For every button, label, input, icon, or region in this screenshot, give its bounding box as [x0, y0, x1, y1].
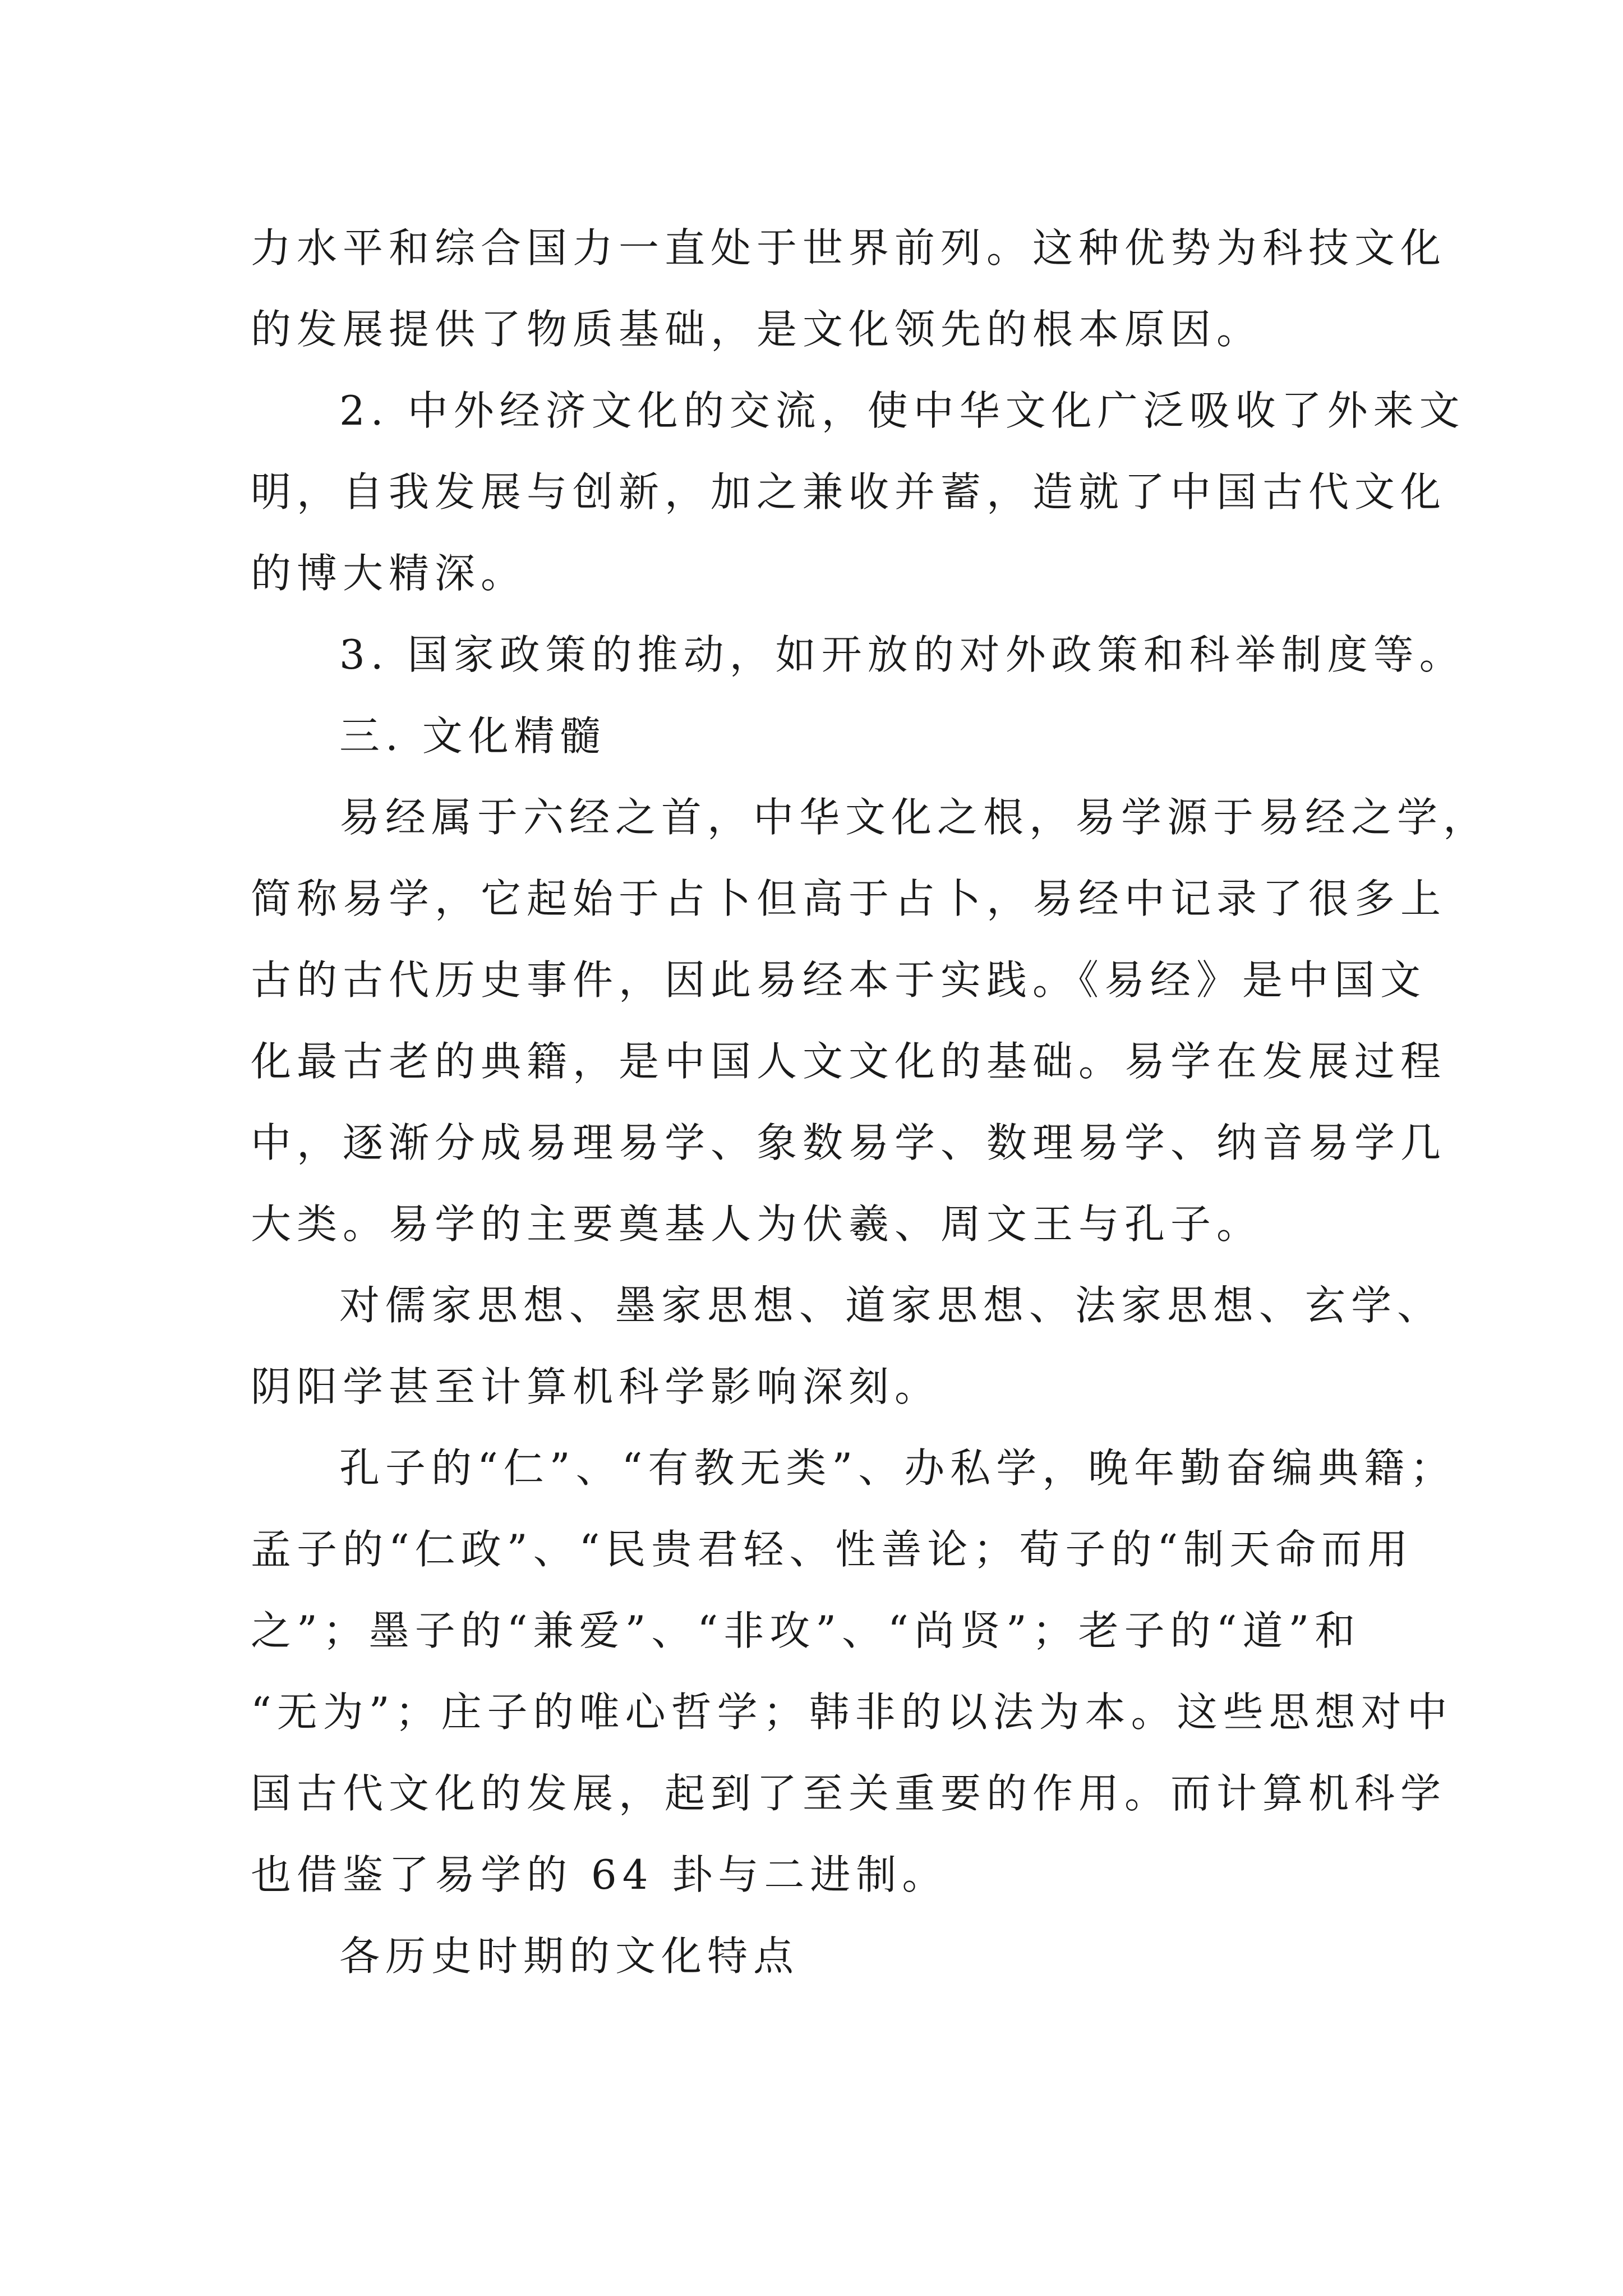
paragraph	[251, 777, 1490, 1265]
text-line: 3. 国家政策的推动，如开放的对外政策和科举制度等。	[339, 631, 1465, 678]
text-line: 化最古老的典籍，是中国人文文化的基础。易学在发展过程	[251, 1038, 1447, 1085]
text-line: 之”；墨子的“兼爱”、“非攻”、“尚贤”；老子的“道”和	[251, 1607, 1361, 1654]
section-heading	[251, 1916, 1400, 1997]
text-line: 各历史时期的文化特点	[339, 1932, 800, 1980]
text-line: 的发展提供了物质基础，是文化领先的根本原因。	[251, 306, 1263, 353]
text-line: 易经属于六经之首，中华文化之根，易学源于易经之学，	[339, 794, 1490, 841]
body-text	[251, 208, 1490, 1997]
text-line: 国古代文化的发展，起到了至关重要的作用。而计算机科学	[251, 1770, 1447, 1817]
text-line: 明，自我发展与创新，加之兼收并蓄，造就了中国古代文化	[251, 468, 1447, 516]
paragraph	[251, 614, 1465, 696]
text-line: 古的古代历史事件，因此易经本于实践。《易经》是中国文	[251, 956, 1427, 1004]
paragraph	[251, 1428, 1456, 1916]
text-line: 中，逐渐分成易理易学、象数易学、数理易学、纳音易学几	[251, 1119, 1447, 1166]
text-line: 2. 中外经济文化的交流，使中华文化广泛吸收了外来文	[339, 387, 1465, 434]
paragraph	[251, 208, 1447, 370]
text-line: 阴阳学甚至计算机科学影响深刻。	[251, 1363, 941, 1410]
section-heading	[251, 696, 1400, 777]
text-line: “无为”；庄子的唯心哲学；韩非的以法为本。这些思想对中	[251, 1688, 1453, 1736]
text-line: 也借鉴了易学的 64 卦与二进制。	[251, 1851, 948, 1898]
paragraph	[251, 1265, 1444, 1428]
text-line: 孔子的“仁”、“有教无类”、办私学，晚年勤奋编典籍；	[339, 1444, 1456, 1492]
paragraph	[251, 370, 1465, 614]
text-line: 简称易学，它起始于占卜但高于占卜，易经中记录了很多上	[251, 875, 1447, 922]
text-line: 孟子的“仁政”、“民贵君轻、性善论；荀子的“制天命而用	[251, 1526, 1414, 1573]
text-line: 大类。易学的主要奠基人为伏羲、周文王与孔子。	[251, 1200, 1263, 1248]
text-line: 力水平和综合国力一直处于世界前列。这种优势为科技文化	[251, 224, 1447, 272]
text-line: 的博大精深。	[251, 550, 527, 597]
text-line: 对儒家思想、墨家思想、道家思想、法家思想、玄学、	[339, 1282, 1444, 1329]
text-line: 三. 文化精髓	[339, 712, 606, 760]
